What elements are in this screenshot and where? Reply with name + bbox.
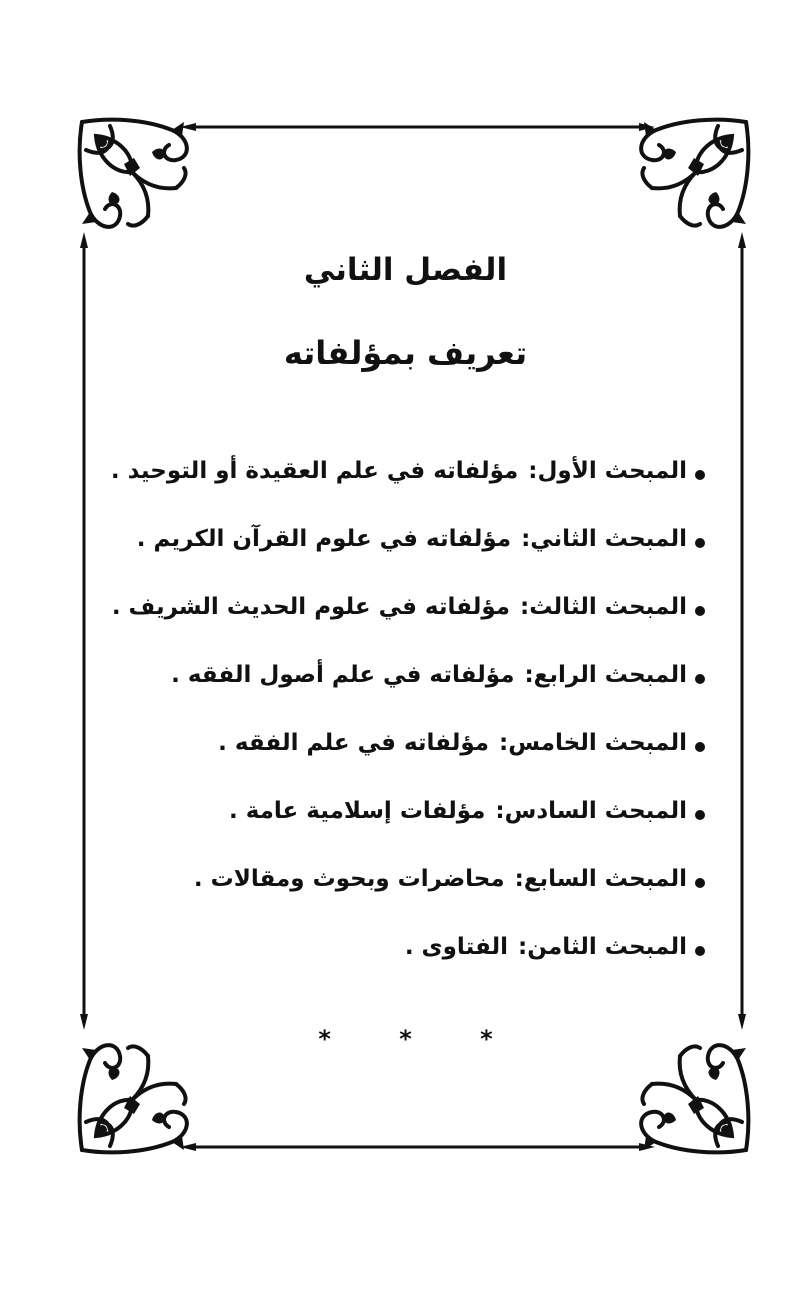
section-label: المبحث الثامن — [527, 934, 687, 960]
section-separator: : — [518, 934, 528, 960]
section-item — [180, 934, 705, 1002]
section-item — [111, 594, 705, 662]
bullet-icon — [695, 878, 705, 888]
section-title: مؤلفاته في علم الفقه . — [218, 730, 490, 756]
section-title: مؤلفاته في علم العقيدة أو التوحيد . — [110, 458, 519, 484]
sections-list — [110, 458, 705, 1002]
bullet-icon — [695, 810, 705, 820]
section-separator: : — [495, 798, 505, 824]
bullet-icon — [695, 538, 705, 548]
bullet-icon — [695, 674, 705, 684]
section-item — [171, 662, 705, 730]
section-label: المبحث السابع — [523, 866, 687, 892]
section-separator: : — [520, 594, 530, 620]
section-separator: : — [528, 458, 538, 484]
section-label: المبحث الخامس — [508, 730, 687, 756]
section-item — [180, 866, 705, 934]
bullet-icon — [695, 470, 705, 480]
corner-ornament-top-right — [641, 120, 748, 227]
section-title: محاضرات وبحوث ومقالات . — [193, 866, 505, 892]
section-separator: : — [524, 662, 534, 688]
section-separator: : — [521, 526, 531, 552]
bullet-icon — [695, 742, 705, 752]
section-separator: : — [499, 730, 509, 756]
section-separator-asterisks: * * * — [318, 1025, 523, 1053]
section-title: مؤلفاته في علم أصول الفقه . — [171, 662, 515, 688]
chapter-subtitle: تعريف بمؤلفاته — [283, 334, 528, 372]
section-title: مؤلفاته في علوم الحديث الشريف . — [111, 594, 510, 620]
section-item — [180, 730, 705, 798]
section-label: المبحث السادس — [504, 798, 687, 824]
section-separator: : — [514, 866, 524, 892]
corner-ornament-bottom-right — [641, 1045, 748, 1152]
section-label: المبحث الثاني — [530, 526, 687, 552]
chapter-title: الفصل الثاني — [303, 252, 508, 288]
section-item — [180, 798, 705, 866]
corner-ornament-top-left — [80, 120, 187, 227]
section-label: المبحث الرابع — [533, 662, 687, 688]
bullet-icon — [695, 606, 705, 616]
section-item — [110, 458, 705, 526]
section-title: الفتاوى . — [404, 934, 509, 960]
bullet-icon — [695, 946, 705, 956]
section-title: مؤلفات إسلامية عامة . — [228, 798, 486, 824]
corner-ornament-bottom-left — [80, 1045, 187, 1152]
section-label: المبحث الثالث — [529, 594, 687, 620]
section-title: مؤلفاته في علوم القرآن الكريم . — [136, 526, 512, 552]
section-item — [136, 526, 705, 594]
section-label: المبحث الأول — [537, 458, 687, 484]
